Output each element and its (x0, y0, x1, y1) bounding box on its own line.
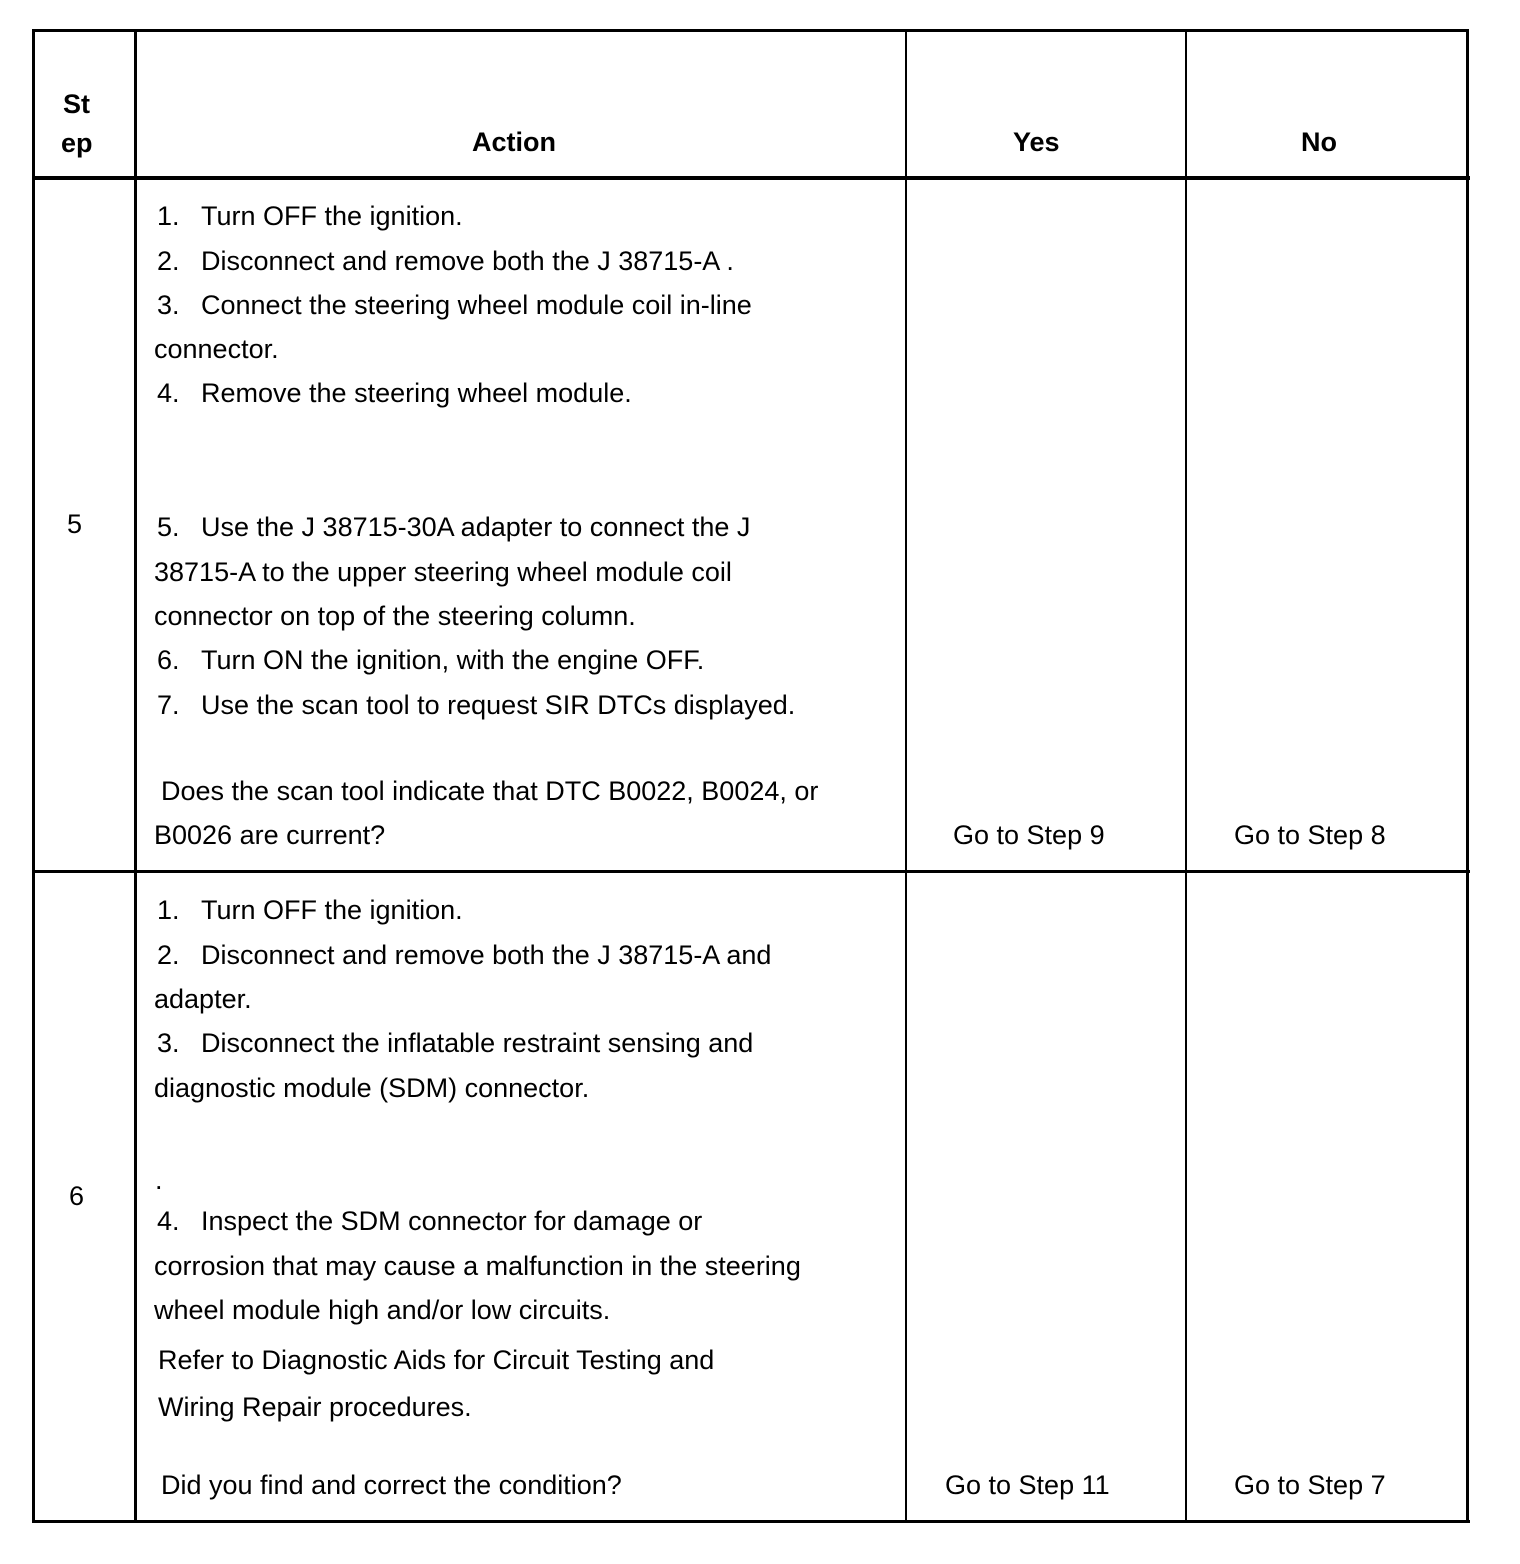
step-number: 6 (69, 1181, 85, 1211)
header-action: Action (472, 127, 556, 157)
action-line: connector. (154, 334, 279, 364)
action-line-number: 4. (157, 378, 180, 408)
header-step-line2: ep (61, 128, 93, 158)
action-line (157, 246, 734, 276)
table-border-right (1466, 29, 1469, 1523)
action-line-number: 6. (157, 645, 180, 675)
action-line-number: 1. (157, 201, 180, 231)
yes-result: Go to Step 11 (945, 1470, 1110, 1500)
action-line-text: Disconnect and remove both the J 38715-A and (201, 940, 772, 970)
table-border-top (32, 29, 1469, 32)
action-line (157, 201, 463, 231)
action-line (157, 940, 771, 970)
action-line-number: 3. (157, 1028, 180, 1058)
action-line (157, 1206, 702, 1236)
table-border-left (32, 29, 35, 1523)
action-line (157, 690, 795, 720)
note-line: Wiring Repair procedures. (158, 1392, 472, 1422)
action-line-text: Turn OFF the ignition. (201, 895, 463, 925)
action-line-text: Disconnect the inflatable restraint sensing and (201, 1028, 754, 1058)
note-line: Refer to Diagnostic Aids for Circuit Testing and (158, 1345, 715, 1375)
header-divider (32, 176, 1470, 180)
action-line-text: Turn ON the ignition, with the engine OFF. (201, 645, 705, 675)
action-line-text: Turn OFF the ignition. (201, 201, 463, 231)
action-line (157, 1028, 753, 1058)
action-line-text: Disconnect and remove both the J 38715-A . (201, 246, 734, 276)
column-divider-yes (1185, 29, 1187, 1523)
action-line (157, 895, 463, 925)
column-divider-step (134, 29, 137, 1523)
yes-result: Go to Step 9 (953, 820, 1105, 850)
action-line-text: Remove the steering wheel module. (201, 378, 632, 408)
step-number: 5 (67, 509, 83, 539)
no-result: Go to Step 8 (1234, 820, 1386, 850)
header-step-line1: St (63, 89, 90, 119)
action-line-text: Connect the steering wheel module coil in-line (201, 290, 752, 320)
action-line: adapter. (154, 984, 252, 1014)
action-line: diagnostic module (SDM) connector. (154, 1073, 590, 1103)
action-line (157, 645, 704, 675)
action-line-number: 7. (157, 690, 180, 720)
question-line: Does the scan tool indicate that DTC B0022, B0024, or (161, 776, 819, 806)
action-line-text: Use the scan tool to request SIR DTCs displayed. (201, 690, 796, 720)
action-line-text: Inspect the SDM connector for damage or (201, 1206, 703, 1236)
action-line-number: 3. (157, 290, 180, 320)
action-line (157, 290, 752, 320)
action-line: 38715-A to the upper steering wheel module coil (154, 557, 732, 587)
row-divider (32, 870, 1470, 873)
action-line-text: Use the J 38715-30A adapter to connect the J (201, 512, 751, 542)
table-border-bottom (32, 1520, 1470, 1523)
no-result: Go to Step 7 (1234, 1470, 1386, 1500)
action-line: . (155, 1165, 163, 1195)
question-line: B0026 are current? (154, 820, 386, 850)
action-line-number: 2. (157, 246, 180, 276)
action-line-number: 4. (157, 1206, 180, 1236)
header-yes: Yes (1013, 127, 1060, 157)
header-no: No (1301, 127, 1337, 157)
action-line-number: 2. (157, 940, 180, 970)
action-line (157, 378, 632, 408)
action-line-number: 5. (157, 512, 180, 542)
action-line (157, 512, 750, 542)
question-line: Did you find and correct the condition? (161, 1470, 622, 1500)
action-line: corrosion that may cause a malfunction in the steering (154, 1251, 801, 1281)
column-divider-action (905, 29, 907, 1523)
action-line: wheel module high and/or low circuits. (154, 1295, 611, 1325)
action-line: connector on top of the steering column. (154, 601, 636, 631)
action-line-number: 1. (157, 895, 180, 925)
